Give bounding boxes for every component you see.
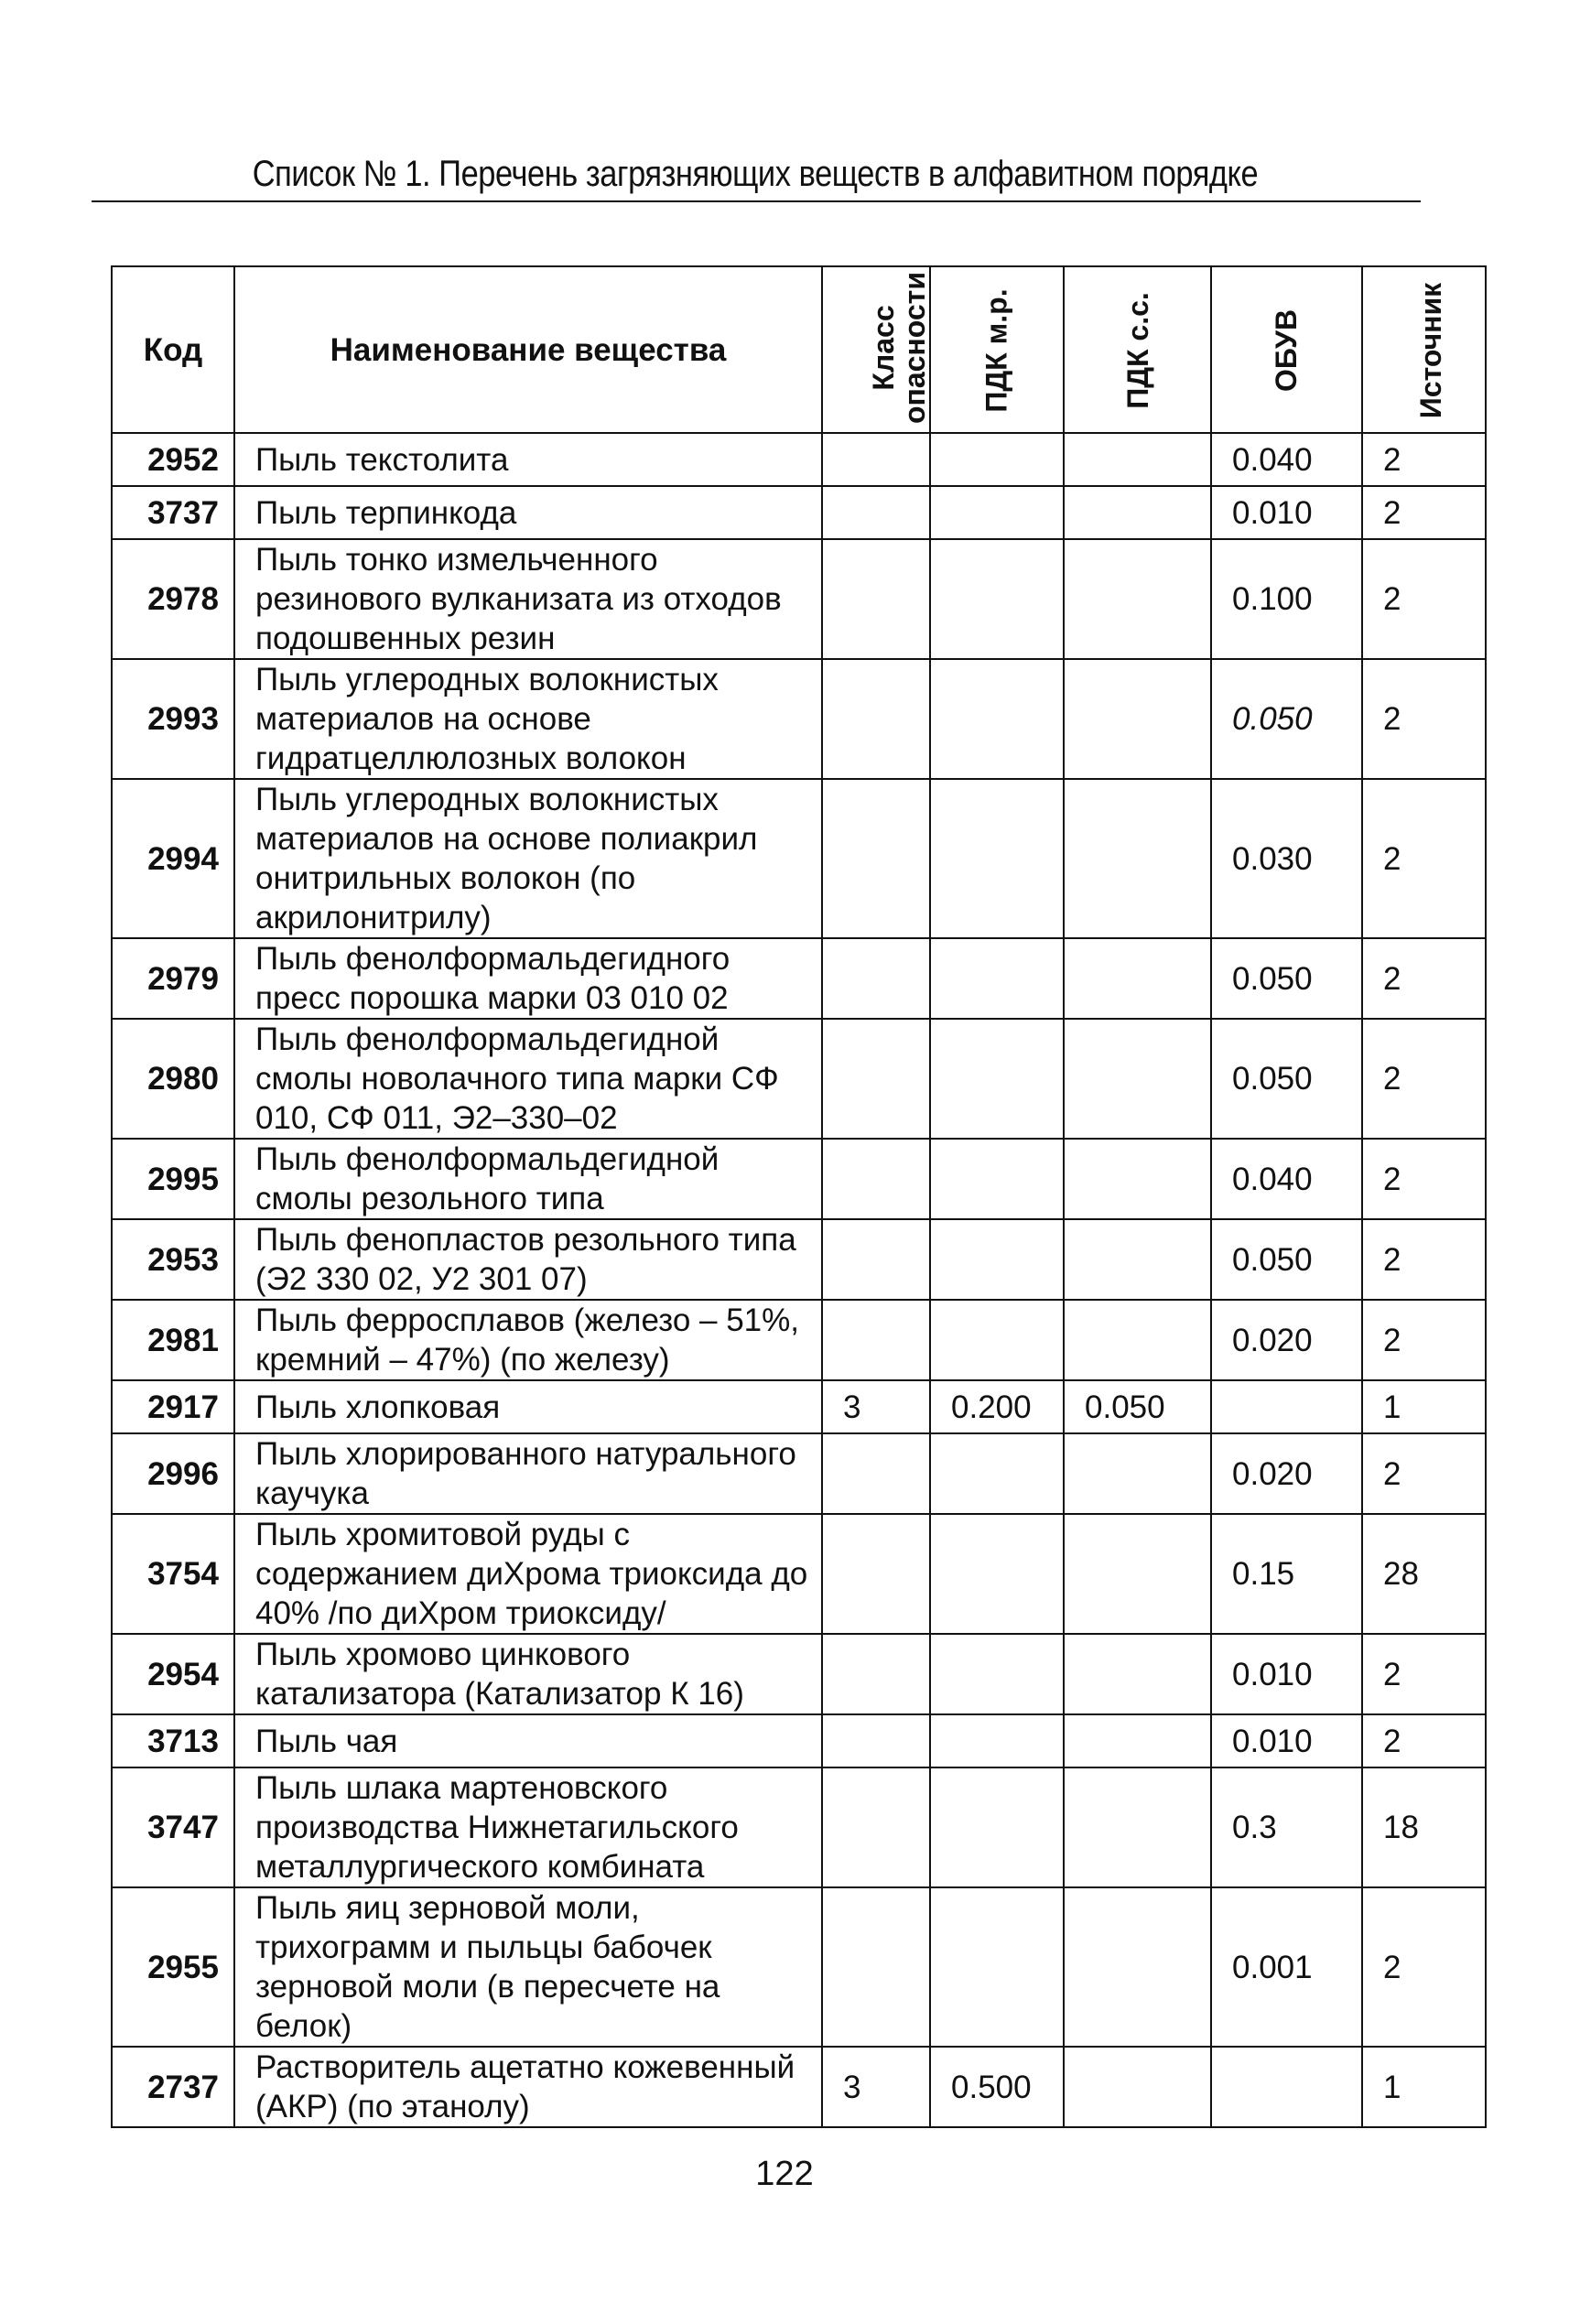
cell-pdk-ss xyxy=(1064,1767,1211,1887)
cell-pdk-ss: 0.050 xyxy=(1064,1380,1211,1433)
cell-code: 2917 xyxy=(112,1380,234,1433)
cell-code: 3737 xyxy=(112,486,234,539)
table-header-row xyxy=(112,266,1486,433)
cell-hazard-class xyxy=(822,659,930,779)
cell-obuv: 0.020 xyxy=(1211,1300,1362,1380)
cell-name: Пыль яиц зерновой моли, трихограмм и пыльцы бабочек зерновой моли (в пересчете на белок) xyxy=(234,1887,822,2047)
table-row xyxy=(112,1714,1486,1767)
cell-pdk-mr xyxy=(930,433,1064,486)
cell-pdk-ss xyxy=(1064,1300,1211,1380)
cell-name: Пыль углеродных волокнистых материалов на основе полиакрил онитрильных волокон (по акрилонитрилу) xyxy=(234,779,822,938)
cell-hazard-class xyxy=(822,1714,930,1767)
cell-source: 2 xyxy=(1362,433,1486,486)
cell-pdk-ss xyxy=(1064,938,1211,1019)
cell-pdk-ss xyxy=(1064,1139,1211,1219)
cell-code: 2979 xyxy=(112,938,234,1019)
cell-obuv: 0.001 xyxy=(1211,1887,1362,2047)
cell-pdk-mr xyxy=(930,779,1064,938)
cell-hazard-class xyxy=(822,1887,930,2047)
cell-code: 2995 xyxy=(112,1139,234,1219)
cell-hazard-class xyxy=(822,938,930,1019)
table-row xyxy=(112,1380,1486,1433)
cell-obuv: 0.010 xyxy=(1211,486,1362,539)
table-row xyxy=(112,2047,1486,2127)
page-title: Список № 1. Перечень загрязняющих веществ в алфавитном порядке xyxy=(252,154,1259,194)
cell-source: 2 xyxy=(1362,1219,1486,1300)
table-row xyxy=(112,1634,1486,1714)
cell-obuv: 0.040 xyxy=(1211,1139,1362,1219)
cell-code: 2737 xyxy=(112,2047,234,2127)
table-row xyxy=(112,486,1486,539)
cell-pdk-mr xyxy=(930,659,1064,779)
cell-source: 2 xyxy=(1362,1300,1486,1380)
cell-name: Пыль фенолформальдегидной смолы резольного типа xyxy=(234,1139,822,1219)
cell-pdk-mr xyxy=(930,938,1064,1019)
cell-source: 2 xyxy=(1362,1433,1486,1514)
cell-source: 2 xyxy=(1362,1887,1486,2047)
cell-pdk-mr xyxy=(930,1219,1064,1300)
cell-code: 2978 xyxy=(112,539,234,659)
cell-code: 2981 xyxy=(112,1300,234,1380)
cell-hazard-class xyxy=(822,1433,930,1514)
cell-pdk-ss xyxy=(1064,659,1211,779)
cell-source: 2 xyxy=(1362,1714,1486,1767)
cell-hazard-class xyxy=(822,779,930,938)
table-row xyxy=(112,1219,1486,1300)
table-row xyxy=(112,539,1486,659)
cell-pdk-mr xyxy=(930,539,1064,659)
cell-pdk-ss xyxy=(1064,1514,1211,1634)
cell-name: Пыль хлорированного натурального каучука xyxy=(234,1433,822,1514)
cell-pdk-ss xyxy=(1064,1219,1211,1300)
cell-hazard-class xyxy=(822,1767,930,1887)
cell-source: 2 xyxy=(1362,486,1486,539)
cell-code: 3754 xyxy=(112,1514,234,1634)
cell-pdk-ss xyxy=(1064,1634,1211,1714)
cell-code: 2955 xyxy=(112,1887,234,2047)
cell-pdk-mr: 0.200 xyxy=(930,1380,1064,1433)
header-source: Источник xyxy=(1362,266,1486,433)
cell-name: Пыль ферросплавов (железо – 51%, кремний – 47%) (по железу) xyxy=(234,1300,822,1380)
cell-code: 2980 xyxy=(112,1019,234,1139)
cell-source: 2 xyxy=(1362,659,1486,779)
cell-obuv: 0.020 xyxy=(1211,1433,1362,1514)
cell-pdk-ss xyxy=(1064,1714,1211,1767)
cell-code: 2994 xyxy=(112,779,234,938)
cell-name: Пыль фенолформальдегидного пресс порошка марки 03 010 02 xyxy=(234,938,822,1019)
header-code: Код xyxy=(112,266,234,433)
cell-obuv xyxy=(1211,1380,1362,1433)
cell-source: 2 xyxy=(1362,1139,1486,1219)
cell-name: Растворитель ацетатно кожевенный (АКР) (по этанолу) xyxy=(234,2047,822,2127)
cell-source: 28 xyxy=(1362,1514,1486,1634)
cell-pdk-ss xyxy=(1064,433,1211,486)
header-pdk-ss: ПДК с.с. xyxy=(1064,266,1211,433)
table-row xyxy=(112,1300,1486,1380)
cell-obuv: 0.050 xyxy=(1211,659,1362,779)
page-number: 122 xyxy=(755,2155,814,2193)
cell-source: 2 xyxy=(1362,1019,1486,1139)
cell-name: Пыль терпинкода xyxy=(234,486,822,539)
cell-name: Пыль тонко измельченного резинового вулканизата из отходов подошвенных резин xyxy=(234,539,822,659)
cell-pdk-mr xyxy=(930,1019,1064,1139)
cell-source: 1 xyxy=(1362,1380,1486,1433)
cell-name: Пыль чая xyxy=(234,1714,822,1767)
substances-table xyxy=(111,265,1487,2128)
cell-hazard-class xyxy=(822,486,930,539)
table-row xyxy=(112,1433,1486,1514)
cell-pdk-ss xyxy=(1064,539,1211,659)
table-row xyxy=(112,1887,1486,2047)
cell-obuv: 0.050 xyxy=(1211,1019,1362,1139)
cell-hazard-class xyxy=(822,539,930,659)
table-row xyxy=(112,938,1486,1019)
cell-pdk-ss xyxy=(1064,1019,1211,1139)
cell-name: Пыль хлопковая xyxy=(234,1380,822,1433)
cell-name: Пыль фенолформальдегидной смолы новолачного типа марки СФ 010, СФ 011, Э2–330–02 xyxy=(234,1019,822,1139)
cell-name: Пыль текстолита xyxy=(234,433,822,486)
cell-code: 2993 xyxy=(112,659,234,779)
cell-hazard-class xyxy=(822,1219,930,1300)
cell-pdk-ss xyxy=(1064,1887,1211,2047)
cell-name: Пыль хромитовой руды с содержанием диХрома триоксида до 40% /по диХром триоксиду/ xyxy=(234,1514,822,1634)
cell-hazard-class xyxy=(822,1139,930,1219)
cell-source: 1 xyxy=(1362,2047,1486,2127)
cell-obuv xyxy=(1211,2047,1362,2127)
cell-hazard-class xyxy=(822,1634,930,1714)
cell-pdk-ss xyxy=(1064,779,1211,938)
cell-obuv: 0.040 xyxy=(1211,433,1362,486)
cell-pdk-ss xyxy=(1064,486,1211,539)
cell-obuv: 0.030 xyxy=(1211,779,1362,938)
cell-obuv: 0.15 xyxy=(1211,1514,1362,1634)
table-row xyxy=(112,1514,1486,1634)
table-row xyxy=(112,659,1486,779)
table-row xyxy=(112,779,1486,938)
cell-obuv: 0.050 xyxy=(1211,938,1362,1019)
cell-pdk-mr xyxy=(930,1300,1064,1380)
cell-code: 2953 xyxy=(112,1219,234,1300)
cell-obuv: 0.100 xyxy=(1211,539,1362,659)
cell-pdk-mr xyxy=(930,1139,1064,1219)
cell-pdk-mr xyxy=(930,486,1064,539)
header-pdk-mr: ПДК м.р. xyxy=(930,266,1064,433)
cell-pdk-mr xyxy=(930,1714,1064,1767)
cell-pdk-mr xyxy=(930,1634,1064,1714)
cell-hazard-class xyxy=(822,1019,930,1139)
cell-pdk-mr xyxy=(930,1433,1064,1514)
table-row xyxy=(112,1767,1486,1887)
cell-source: 2 xyxy=(1362,779,1486,938)
cell-hazard-class: 3 xyxy=(822,2047,930,2127)
cell-code: 3713 xyxy=(112,1714,234,1767)
cell-pdk-mr xyxy=(930,1767,1064,1887)
cell-hazard-class xyxy=(822,1300,930,1380)
header-hazard-class: Класс опасности xyxy=(822,266,930,433)
title-underline xyxy=(92,200,1421,202)
table-row xyxy=(112,433,1486,486)
cell-code: 3747 xyxy=(112,1767,234,1887)
cell-source: 2 xyxy=(1362,539,1486,659)
cell-name: Пыль фенопластов резольного типа (Э2 330 02, У2 301 07) xyxy=(234,1219,822,1300)
cell-obuv: 0.010 xyxy=(1211,1714,1362,1767)
cell-pdk-mr: 0.500 xyxy=(930,2047,1064,2127)
table-row xyxy=(112,1139,1486,1219)
cell-source: 18 xyxy=(1362,1767,1486,1887)
header-name: Наименование вещества xyxy=(234,266,822,433)
cell-code: 2952 xyxy=(112,433,234,486)
table-row xyxy=(112,1019,1486,1139)
cell-pdk-ss xyxy=(1064,2047,1211,2127)
cell-obuv: 0.010 xyxy=(1211,1634,1362,1714)
cell-hazard-class xyxy=(822,433,930,486)
header-obuv: ОБУВ xyxy=(1211,266,1362,433)
cell-name: Пыль шлака мартеновского производства Нижнетагильского металлургического комбината xyxy=(234,1767,822,1887)
cell-hazard-class: 3 xyxy=(822,1380,930,1433)
cell-name: Пыль углеродных волокнистых материалов на основе гидратцеллюлозных волокон xyxy=(234,659,822,779)
cell-obuv: 0.3 xyxy=(1211,1767,1362,1887)
cell-obuv: 0.050 xyxy=(1211,1219,1362,1300)
cell-name: Пыль хромово цинкового катализатора (Катализатор К 16) xyxy=(234,1634,822,1714)
cell-pdk-ss xyxy=(1064,1433,1211,1514)
cell-pdk-mr xyxy=(930,1887,1064,2047)
cell-pdk-mr xyxy=(930,1514,1064,1634)
cell-source: 2 xyxy=(1362,938,1486,1019)
cell-source: 2 xyxy=(1362,1634,1486,1714)
cell-code: 2954 xyxy=(112,1634,234,1714)
cell-code: 2996 xyxy=(112,1433,234,1514)
cell-hazard-class xyxy=(822,1514,930,1634)
